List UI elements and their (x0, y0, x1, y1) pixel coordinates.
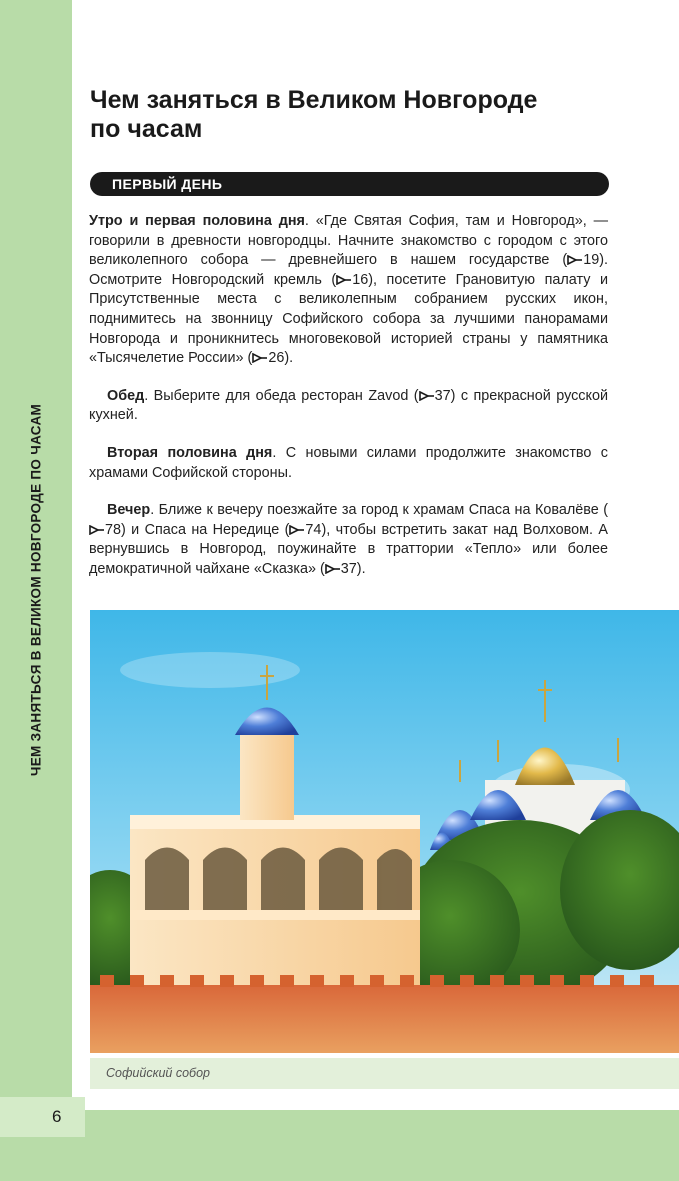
page-ref: 37 (325, 561, 357, 577)
lead-evening: Вечер (107, 502, 151, 519)
page-ref: 37 (419, 388, 451, 404)
page-ref-icon (89, 525, 105, 535)
page-ref: 19 (567, 252, 599, 268)
page-ref-icon (252, 353, 268, 363)
page-ref-icon (289, 525, 305, 535)
title-line-1: Чем заняться в Великом Новгороде (90, 86, 538, 114)
running-head: ЧЕМ ЗАНЯТЬСЯ В ВЕЛИКОМ НОВГОРОДЕ ПО ЧАСАМ (28, 403, 44, 777)
title-line-2: по часам (90, 115, 203, 143)
page-ref: 74 (289, 522, 321, 538)
bottom-band-left (0, 1137, 85, 1181)
bottom-band (85, 1110, 679, 1181)
page-ref: 78 (89, 522, 121, 538)
cathedral-illustration (90, 610, 679, 1053)
page-ref: 16 (336, 272, 368, 288)
lead-morning: Утро и первая половина дня (89, 213, 305, 229)
body-text (89, 212, 608, 598)
photo-sophia-cathedral (90, 610, 679, 1053)
day-label: ПЕРВЫЙ ДЕНЬ (112, 176, 223, 192)
page-ref-icon (336, 275, 352, 285)
photo-caption: Софийский собор (106, 1066, 210, 1080)
page-ref-icon (325, 564, 341, 574)
paragraph-lunch: Обед. Выберите для обеда ресторан Zavod ( 37) с прекрасной русской кухней. (89, 387, 608, 424)
paragraph-evening: Вечер. Ближе к вечеру поезжайте за город к храмам Спаса на Ковалёве (78) и Спаса на Нередице ( 74), чтобы встретить закат над Волховом. А вернувшись в Новгород, поужинайте в траттории «Тепло» или более демократичной чайхане «Сказка» ( 37). (89, 502, 608, 577)
paragraph-afternoon: Вторая половина дня. С новыми силами продолжите знакомство с храмами Софийской стороны. (89, 444, 608, 481)
lead-afternoon: Вторая половина дня (107, 444, 273, 461)
lead-lunch: Обед (107, 387, 145, 404)
page-number: 6 (52, 1107, 62, 1126)
page-title (90, 86, 630, 144)
paragraph-morning: Утро и первая половина дня. «Где Святая София, там и Новгород», — говорили в древности новгородцы. Начните знакомство с городом с этого великолепного собора — древнейшего в нашем государстве ( 19). Осмотрите Новгородский кремль ( 16), посетите Грановитую палату и Присутственные места с великолепным собранием русских икон, поднимитесь на звонницу Софийского собора за лучшими панорамами Новгорода и проникнитесь многовековой историей страны у памятника «Тысячелетие России» ( 26). (89, 213, 608, 367)
page-ref: 26 (252, 350, 284, 366)
page-ref-icon (567, 255, 583, 265)
page-ref-icon (419, 391, 435, 401)
